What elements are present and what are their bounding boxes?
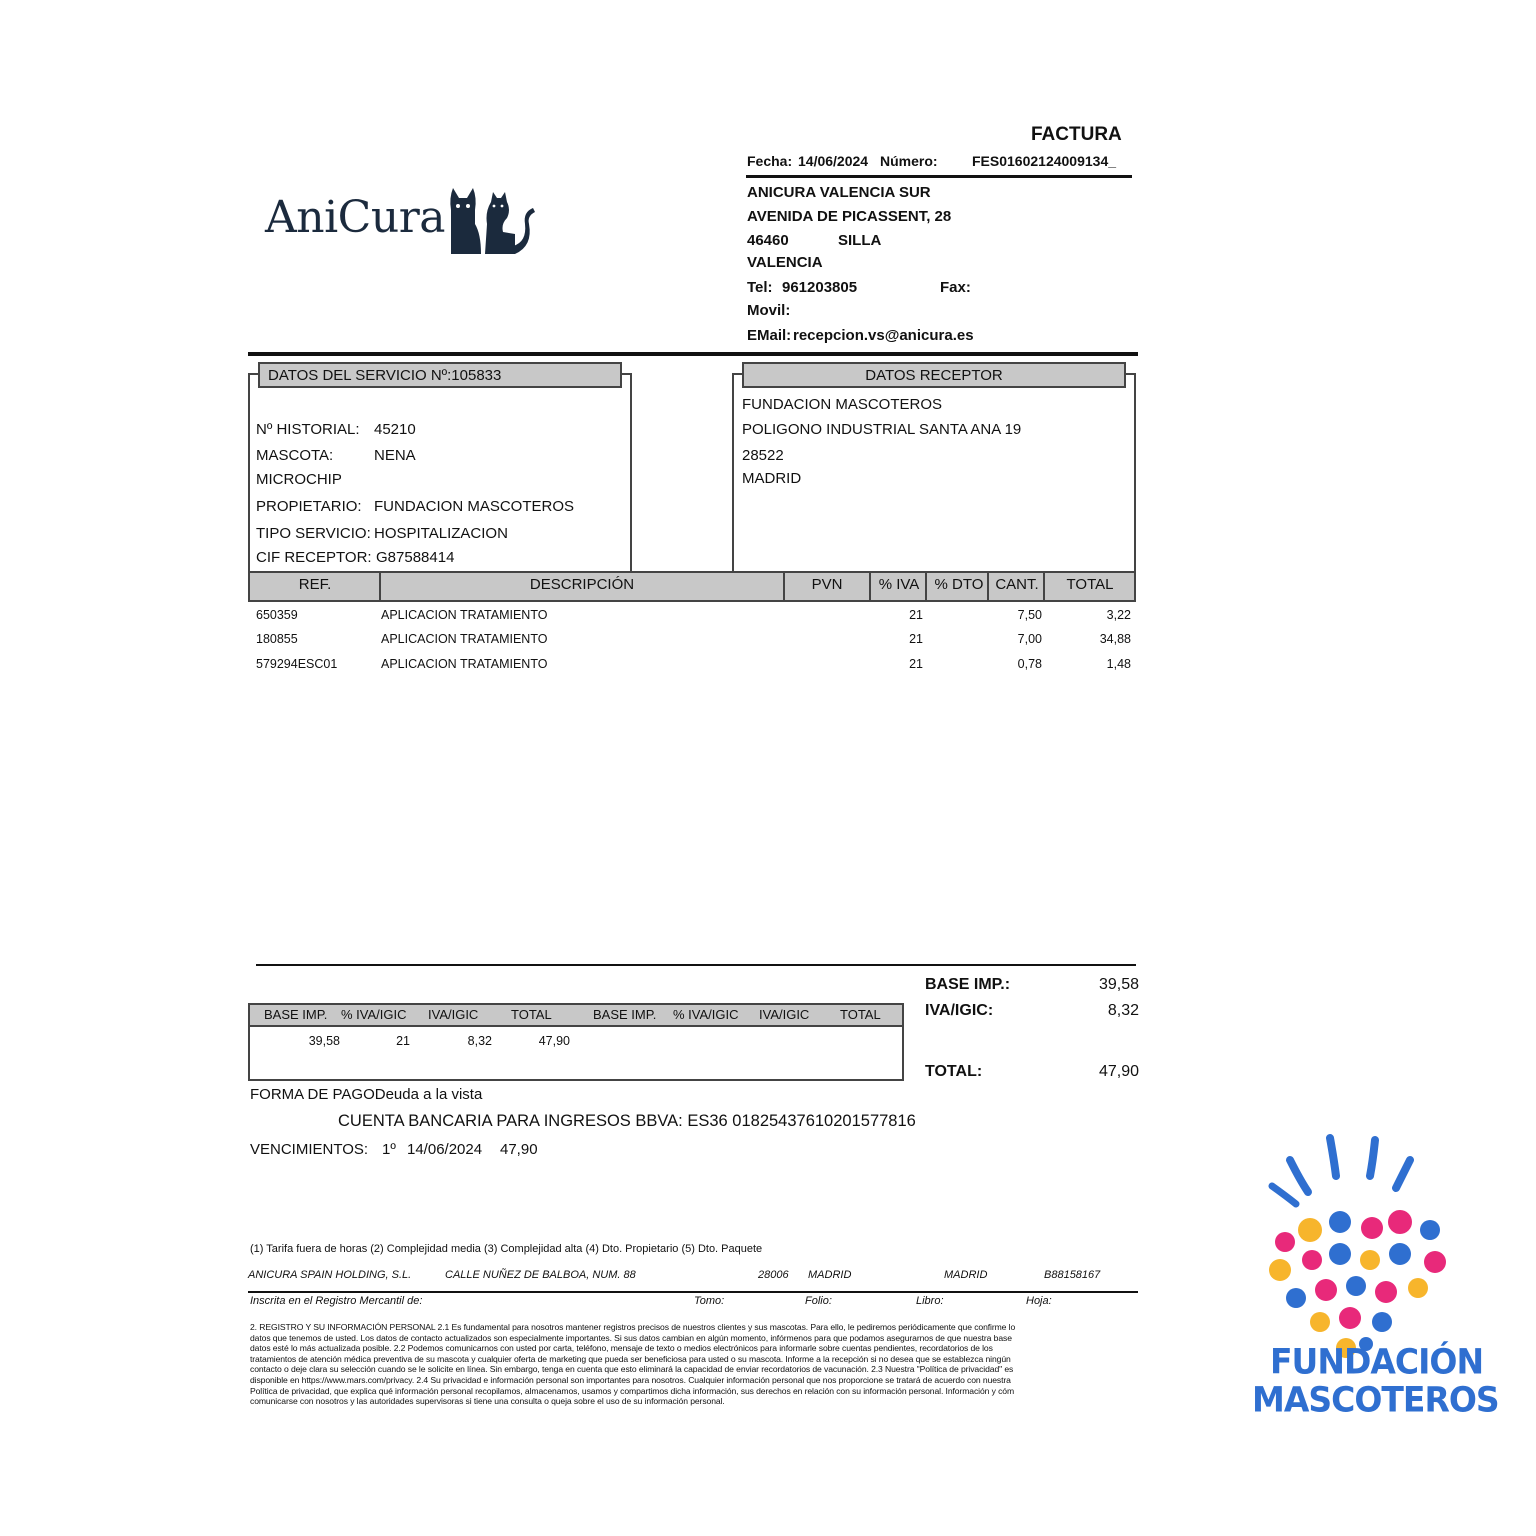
legal-line: tratamientos de atención médica preventiva de su mascota y cualquier oferta de marketing que pueda ser beneficiosa para usted o su mascota. Informe a la recepción si no desea que se establezca ningún [250, 1353, 1011, 1364]
line-row-1-total: 3,22 [1106, 608, 1131, 622]
clinic-tel: 961203805 [782, 279, 858, 296]
service-header-text: DATOS DEL SERVICIO Nº:105833 [268, 367, 502, 384]
fundacion-line1: FUNDACIÓN [1270, 1341, 1484, 1382]
summary-iva-label: IVA/IGIC: [925, 1002, 994, 1019]
main-header-rule [248, 352, 1138, 356]
line-row-1-cant: 7,50 [1017, 608, 1042, 622]
line-row-2-cant: 7,00 [1017, 632, 1042, 646]
vencimientos-label: VENCIMIENTOS: [250, 1141, 369, 1158]
cif-receptor-label: CIF RECEPTOR: [256, 549, 372, 566]
propietario-value: FUNDACION MASCOTEROS [374, 498, 575, 515]
tax-row-pct: 21 [396, 1034, 410, 1048]
invoice-title: FACTURA [1031, 124, 1122, 145]
receptor-header-text: DATOS RECEPTOR [865, 367, 1003, 384]
footer-folio: Folio: [805, 1295, 832, 1307]
legal-line: Política de privacidad, que explica qué información personal recopilamos, almacenamos, usamos y compartimos dicha información, sus derechos en relación con su información personal. Información y cóm [250, 1385, 1015, 1396]
tax-header-total-1: TOTAL [511, 1007, 552, 1022]
line-row-3-total: 1,48 [1106, 657, 1131, 671]
col-header-cant: CANT. [995, 576, 1039, 593]
vencimientos-date: 14/06/2024 [407, 1141, 483, 1158]
payment-method-label: FORMA DE PAGO [250, 1086, 375, 1103]
payment-method-value: Deuda a la vista [374, 1086, 483, 1103]
summary-base-label: BASE IMP.: [925, 976, 1011, 993]
clinic-province: VALENCIA [747, 254, 823, 271]
tax-header-iva-1: IVA/IGIC [428, 1007, 479, 1022]
tax-header-pct-1: % IVA/IGIC [341, 1007, 407, 1022]
summary-total-label: TOTAL: [925, 1063, 983, 1080]
col-header-ref: REF. [298, 576, 332, 593]
propietario-label: PROPIETARIO: [256, 498, 362, 515]
line-row-2-ref: 180855 [256, 632, 298, 646]
cats-logo-icon [445, 184, 537, 260]
footer-company: ANICURA SPAIN HOLDING, S.L. [248, 1269, 412, 1281]
receptor-city: MADRID [742, 470, 802, 487]
clinic-email-label: EMail: [747, 327, 792, 344]
line-row-1-ref: 650359 [256, 608, 298, 622]
receptor-name: FUNDACION MASCOTEROS [742, 396, 943, 413]
fundacion-logo [1240, 1130, 1499, 1440]
invoice-date: 14/06/2024 [798, 153, 869, 169]
payment-method [250, 1086, 482, 1103]
col-header-pvn: PVN [811, 576, 843, 593]
line-row-3-cant: 0,78 [1017, 657, 1042, 671]
tax-header-pct-2: % IVA/IGIC [673, 1007, 739, 1022]
footer-company-cif: B88158167 [1044, 1269, 1101, 1281]
historial-label: Nº HISTORIAL: [256, 421, 360, 438]
tax-header-base-1: BASE IMP. [264, 1007, 328, 1022]
invoice-header-rule [746, 175, 1132, 178]
footer-company-address: CALLE NUÑEZ DE BALBOA, NUM. 88 [445, 1269, 636, 1281]
tipo-servicio-value: HOSPITALIZACION [374, 525, 508, 542]
invoice-date-label: Fecha: [747, 153, 793, 169]
footer-hoja: Hoja: [1026, 1295, 1052, 1307]
clinic-email: recepcion.vs@anicura.es [793, 327, 974, 344]
summary-iva-value: 8,32 [1107, 1002, 1139, 1019]
receptor-box-header [742, 362, 1126, 388]
line-row-3-iva: 21 [909, 657, 923, 671]
legal-line: disponible en https://www.mars.com/privacy. 2.4 Su privacidad e información personal son importantes para nosotros. Cualquier información personal que nos proporcione se tratará de acuerdo con nuestra [250, 1374, 1011, 1385]
fundacion-line2: MASCOTEROS [1252, 1379, 1499, 1420]
tax-row-iva: 8,32 [467, 1034, 492, 1048]
tipo-servicio-label: TIPO SERVICIO: [256, 525, 371, 542]
vencimientos-amount: 47,90 [500, 1141, 538, 1158]
mascota-label: MASCOTA: [256, 447, 334, 464]
clinic-movil-label: Movil: [747, 302, 791, 319]
clinic-address: AVENIDA DE PICASSENT, 28 [747, 208, 952, 225]
clinic-name: ANICURA VALENCIA SUR [747, 184, 931, 201]
receptor-postal-code: 28522 [742, 447, 784, 464]
receptor-address: POLIGONO INDUSTRIAL SANTA ANA 19 [742, 421, 1022, 438]
col-header-iva: % IVA [878, 576, 920, 593]
legal-line: comunicarse con nosotros y las autoridades supervisoras si tiene una consulta o queja sobre el uso de su información personal. [250, 1396, 725, 1407]
historial-value: 45210 [374, 421, 416, 438]
clinic-city: SILLA [838, 232, 882, 249]
vencimientos-num: 1º [382, 1141, 396, 1158]
line-row-3-ref: 579294ESC01 [256, 657, 338, 671]
footer-company-city: MADRID [808, 1269, 852, 1281]
footer-rule [248, 1291, 1138, 1293]
legal-line: 2. REGISTRO Y SU INFORMACIÓN PERSONAL 2.1 Es fundamental para nosotros mantener registros precisos de nuestros clientes y sus mascotas. Para ello, le pediremos periódicamente que confirme lo [250, 1322, 1016, 1332]
anicura-logo [265, 180, 545, 260]
line-row-1-desc: APLICACION TRATAMIENTO [381, 608, 548, 622]
line-row-2-iva: 21 [909, 632, 923, 646]
microchip-label: MICROCHIP [256, 471, 342, 488]
line-row-1-iva: 21 [909, 608, 923, 622]
tax-row-base: 39,58 [308, 1034, 340, 1048]
legal-line: contacto o deje clara su selección cuando se le solicite en línea. Sin embargo, tenga en cuenta que esto eliminará la capacidad de enviar recordatorios de vacunación. 2.3 Nuestra "Política de privacidad" es [250, 1364, 1014, 1375]
clinic-postal-code: 46460 [747, 232, 789, 249]
summary-total-value: 47,90 [1098, 1063, 1139, 1080]
footer-registro: Inscrita en el Registro Mercantil de: [250, 1295, 423, 1307]
invoice-number-label: Número: [880, 153, 938, 169]
totals-rule [256, 964, 1136, 966]
line-row-2-desc: APLICACION TRATAMIENTO [381, 632, 548, 646]
clinic-fax-label: Fax: [940, 279, 971, 296]
footer-company-province: MADRID [944, 1269, 988, 1281]
anicura-logo-text: AniCura [265, 192, 445, 243]
line-row-2-total: 34,88 [1099, 632, 1131, 646]
tax-header-base-2: BASE IMP. [593, 1007, 657, 1022]
summary-base-value: 39,58 [1098, 976, 1139, 993]
col-header-total: TOTAL [1066, 576, 1114, 593]
legal-line: datos esté lo más actualizada posible. 2.2 Podemos comunicarnos con usted por carta, teléfono, mensaje de texto o medios electrónicos para informarle sobre cuentas pendientes, recordatorios de los [250, 1343, 993, 1354]
tax-header-iva-2: IVA/IGIC [759, 1007, 810, 1022]
footer-libro: Libro: [916, 1295, 944, 1307]
footer-company-cp: 28006 [758, 1269, 789, 1281]
footer-notes: (1) Tarifa fuera de horas (2) Complejidad media (3) Complejidad alta (4) Dto. Propietario (5) Dto. Paquete [250, 1243, 763, 1255]
invoice-number: FES01602124009134_ [972, 153, 1117, 169]
tax-row-total: 47,90 [538, 1034, 570, 1048]
cif-receptor-value: G87588414 [376, 549, 455, 566]
legal-text [250, 1322, 1190, 1407]
col-header-descripcion: DESCRIPCIÓN [529, 576, 635, 593]
col-header-dto: % DTO [934, 576, 984, 593]
line-row-3-desc: APLICACION TRATAMIENTO [381, 657, 548, 671]
mascota-value: NENA [374, 447, 416, 464]
tax-header-total-2: TOTAL [840, 1007, 881, 1022]
clinic-tel-label: Tel: [747, 279, 773, 296]
service-box-header [258, 362, 622, 388]
footer-tomo: Tomo: [694, 1295, 725, 1307]
heart-pets-icon [1240, 1130, 1470, 1370]
legal-line: datos que tenemos de usted. Los datos de contacto actualizados son especialmente importantes. Si sus datos cambian en algún momento, infórmenos para que podamos asegurarnos de que nuestra base [250, 1332, 1012, 1343]
bank-account: CUENTA BANCARIA PARA INGRESOS BBVA: ES36 01825437610201577816 [338, 1112, 916, 1130]
